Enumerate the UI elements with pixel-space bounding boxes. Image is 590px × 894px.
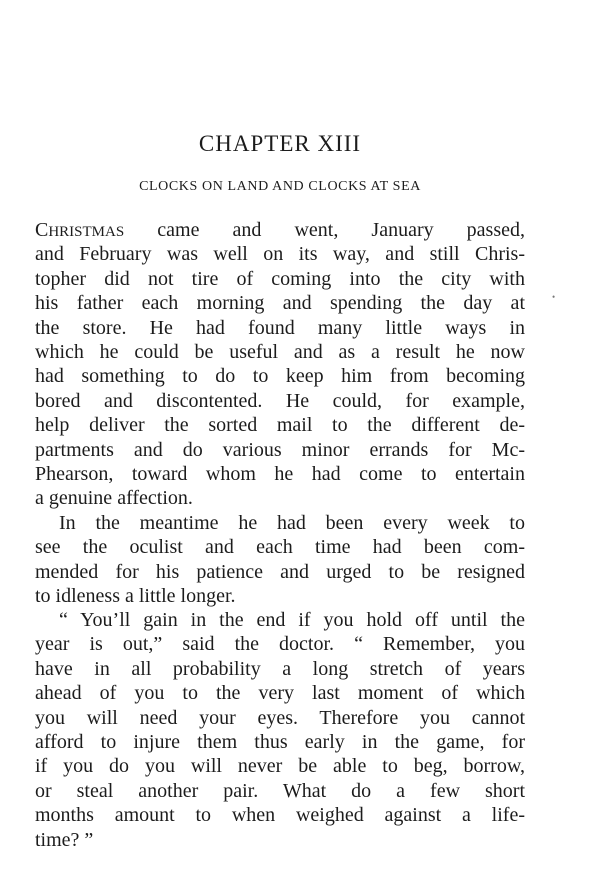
text-line: had something to do to keep him from becoming [35,365,525,388]
text-line: year is out,” said the doctor. “ Remember, you [35,633,525,656]
text-line: you will need your eyes. Therefore you cannot [35,706,525,729]
paragraph-2 [35,511,525,609]
text-line: if you do you will never be able to beg, borrow, [35,755,525,778]
text-line: his father each morning and spending the day at [35,292,525,315]
text-line: Phearson, toward whom he had come to entertain [35,462,525,485]
text-line: ahead of you to the very last moment of which [35,682,525,705]
ink-speck: • [552,292,556,302]
text-line: time? ” [35,828,94,851]
drop-cap-letter: C [35,219,49,241]
text-line: to idleness a little longer. [35,585,236,608]
text-line: the store. He had found many little ways in [35,316,525,339]
text-line: see the oculist and each time had been com- [35,536,525,559]
chapter-subtitle: CLOCKS ON LAND AND CLOCKS AT SEA [139,179,421,194]
text-line: or steal another pair. What do a few short [35,779,525,802]
text-line: In the meantime he had been every week to [59,512,525,534]
text-line: months amount to when weighed against a life- [35,804,525,827]
text-line: and February was well on its way, and still Chris- [35,243,525,266]
text-line: afford to injure them thus early in the game, for [35,730,525,753]
text-line: topher did not tire of coming into the city with [35,267,525,290]
text-line: mended for his patience and urged to be resigned [35,560,525,583]
small-caps-word: HRISTMAS [48,224,125,240]
text-line: bored and discontented. He could, for example, [35,389,525,412]
text-line: which he could be useful and as a result he now [35,340,525,363]
paragraph-1 [35,218,525,511]
chapter-heading: CHAPTER XIII [198,131,362,156]
text-line: CHRISTMAS came and went, January passed, [35,219,525,241]
text-line: have in all probability a long stretch of years [35,657,525,680]
paragraph-3 [35,608,525,852]
text-line: help deliver the sorted mail to the different de- [35,414,525,437]
text-line: “ You’ll gain in the end if you hold off until the [59,609,525,631]
text-line: a genuine affection. [35,487,193,510]
text-line: partments and do various minor errands for Mc- [35,438,525,461]
